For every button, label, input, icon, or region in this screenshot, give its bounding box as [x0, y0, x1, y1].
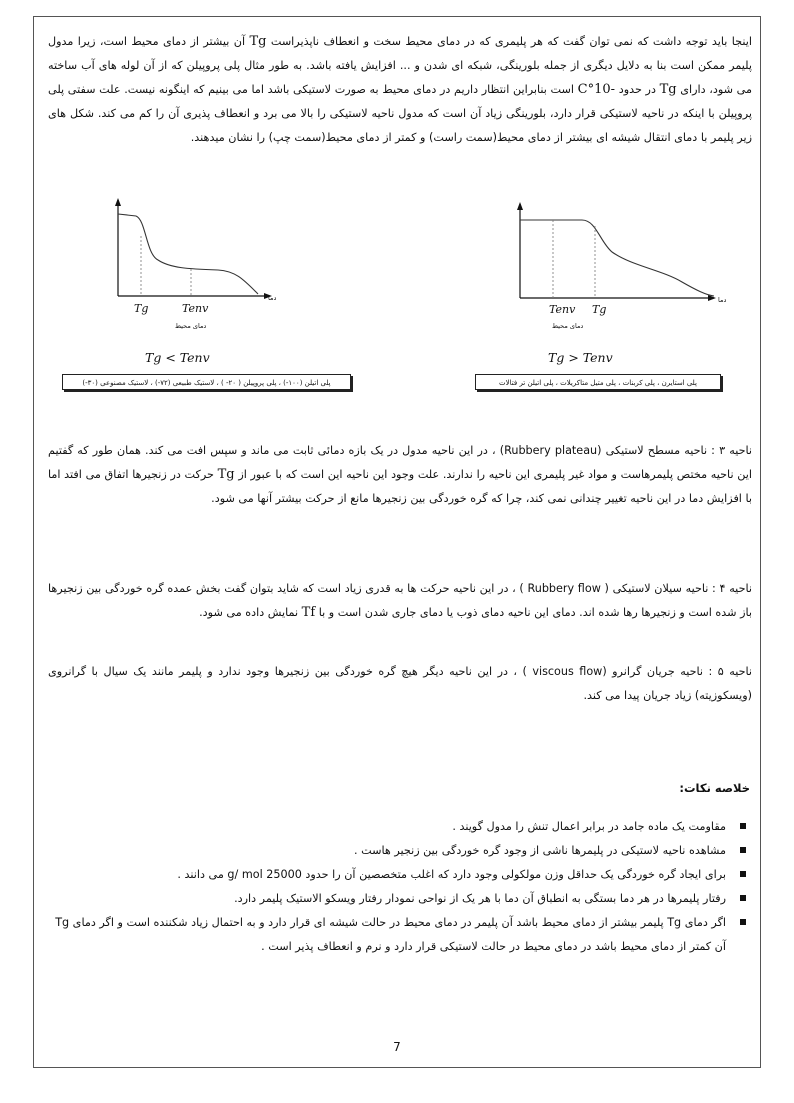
left-caption: پلی اتیلن (۱۰۰-) ، پلی پروپیلن ( ۲۰- ) ، لاستیک طبیعی (۷۲-) ، لاستیک مصنوعی (۳۰-) [62, 374, 351, 390]
region4-paragraph: ناحیه ۴ : ناحیه سیلان لاستیکی ( Rubbery flow ) ، در این ناحیه حرکت ها به قدری زیاد است که شاید بتوان گفت بخش عمده گره خوردگی بین زنجیرها باز شده است و زنجیرها رها شده اند. دمای این ناحیه دمای ذوب یا دمای جاری شدن است و با Tf نمایش داده می شود. [48, 582, 753, 620]
tenv-label: Tenv [182, 302, 209, 315]
tg-symbol: Tg [249, 34, 267, 49]
summary-title: خلاصه نکات: [679, 781, 750, 795]
summary-item: برای ایجاد گره خوردگی یک حداقل وزن مولکولی وجود دارد که اغلب متخصصین آن را حدود 25000 g/ mol می دانند . [48, 863, 752, 887]
x-axis-label: دما [718, 296, 727, 304]
right-modulus-chart [512, 196, 794, 316]
x-axis-label: دما [268, 294, 277, 302]
temperature-value: -10°C [577, 82, 616, 97]
region3-paragraph: ناحیه ۳ : ناحیه مسطح لاستیکی (Rubbery plateau) ، در این ناحیه مدول در یک بازه دمائی ثابت می ماند و سپس افت می کند. همان طور که گفتیم این ناحیه مختص پلیمرهاست و مواد غیر پلیمری این ناحیه را ندارند. علت وجود این ناحیه این است که با عبور از Tg حرکت در زنجیرها اتفاق می افتد اما با افزایش دما در این ناحیه تغییر چندانی نمی کند، چرا که گره خوردگی بین زنجیرها مانع از حرکت بیشتر آنها می شود. [48, 444, 753, 505]
tg-label: Tg [592, 303, 607, 316]
tenv-caption: دمای محیط [175, 322, 207, 330]
region5-paragraph: ناحیه ۵ : ناحیه جریان گرانرو (viscous flow ) ، در این ناحیه دیگر هیچ گره خوردگی بین زنجیرها وجود ندارد و پلیمر مانند یک سیال با گرانروی (ویسکوزیته) زیاد جریان پیدا می کند. [48, 665, 753, 702]
left-modulus-chart [108, 196, 408, 316]
left-modulus-figure [108, 196, 408, 316]
summary-item: رفتار پلیمرها در هر دما بستگی به انطباق آن دما با هر یک از نواحی نمودار رفتار ویسکو الاستیک پلیمر دارد. [48, 887, 752, 911]
tg-symbol: Tg [659, 82, 677, 97]
summary-item: اگر دمای Tg پلیمر بیشتر از دمای محیط باشد آن پلیمر در دمای محیط در حالت شیشه ای قرار دارد و به احتمال زیاد شکننده است و اگر دمای Tg آن کمتر از دمای محیط باشد در دمای محیط در حالت لاستیکی قرار دارد و نرم و انعطاف پذیر است . [48, 911, 752, 959]
left-condition: Tg < Tenv [145, 350, 210, 365]
tg-label: Tg [134, 302, 149, 315]
tenv-caption: دمای محیط [552, 322, 584, 330]
summary-item: مقاومت یک ماده جامد در برابر اعمال تنش را مدول گویند . [48, 815, 752, 839]
summary-item: مشاهده ناحیه لاستیکی در پلیمرها ناشی از وجود گره خوردگی بین زنجیر هاست . [48, 839, 752, 863]
intro-paragraph: اینجا باید توجه داشت که نمی توان گفت که هر پلیمری که در دمای محیط سخت و انعطاف ناپذیراست Tg آن بیشتر از دمای محیط است، زیرا مدول پلیمر ممکن است بنا به دلایل دیگری از جمله بلورینگی، شبکه ای شدن و ... افزایش یافته باشد. به طور مثال پلی پروپیلن که از آن لوله های آب ساخته می شود، دارای Tg در حدود -10°C است بنابراین انتظار داریم در دمای محیط به صورت لاستیکی باشد اما می بینیم که اینگونه نیست. علت سفتی پلی پروپیلن با اینکه در ناحیه لاستیکی قرار دارد، بلورینگی زیاد آن است که مدول ناحیه لاستیکی را بالا می برد و انعطاف پذیری آن را کم می کند. شکل های زیر پلیمر با دمای انتقال شیشه ای بیشتر از دمای محیط(سمت راست) و کمتر از دمای محیط(سمت چپ) را نشان میدهند. [48, 34, 752, 144]
tf-symbol: Tf [301, 605, 316, 620]
summary-list [48, 815, 752, 959]
page-number: 7 [393, 1040, 401, 1054]
right-condition: Tg > Tenv [548, 350, 613, 365]
tenv-label: Tenv [549, 303, 576, 316]
right-modulus-figure [512, 196, 794, 316]
tg-symbol: Tg [217, 467, 235, 482]
right-caption: پلی استایرن ، پلی کربنات ، پلی متیل متاکریلات ، پلی اتیلن تر فتالات [475, 374, 721, 390]
